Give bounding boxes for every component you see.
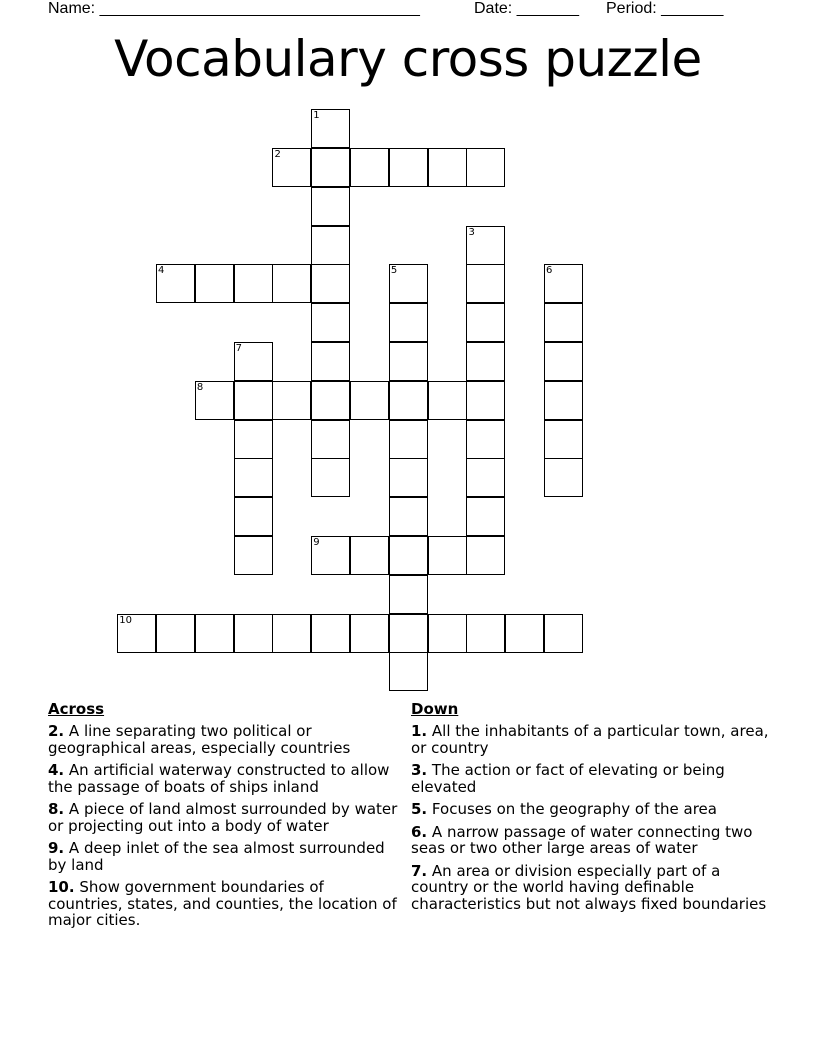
clue-text: Focuses on the geography of the area	[431, 800, 717, 818]
grid-cell[interactable]	[195, 614, 234, 653]
grid-cell[interactable]	[389, 614, 428, 653]
clue-text: A line separating two political or geographical areas, especially countries	[48, 722, 351, 757]
grid-cell[interactable]	[389, 303, 428, 342]
grid-cell[interactable]	[389, 458, 428, 497]
down-heading: Down	[411, 700, 459, 718]
grid-cell[interactable]	[156, 614, 195, 653]
down-clue	[411, 762, 771, 795]
grid-cell[interactable]	[389, 342, 428, 381]
down-clues	[411, 700, 771, 918]
grid-cell[interactable]	[428, 381, 467, 420]
clue-number: 6	[546, 265, 553, 277]
grid-cell[interactable]	[466, 303, 505, 342]
clue-text: Show government boundaries of countries, states, and counties, the location of major cities.	[48, 878, 397, 929]
across-clue	[48, 801, 403, 834]
grid-cell[interactable]	[311, 109, 350, 148]
grid-cell[interactable]	[389, 381, 428, 420]
grid-cell[interactable]	[505, 614, 544, 653]
grid-cell[interactable]	[311, 458, 350, 497]
grid-cell[interactable]	[234, 536, 273, 575]
clue-number-label: 5.	[411, 800, 428, 818]
down-clue	[411, 824, 771, 857]
clue-number: 8	[196, 381, 204, 393]
across-heading: Across	[48, 700, 105, 718]
grid-cell[interactable]	[311, 187, 350, 226]
clue-number: 3	[468, 226, 475, 238]
grid-cell[interactable]	[350, 381, 389, 420]
clue-number-label: 10.	[48, 878, 75, 896]
grid-cell[interactable]	[195, 381, 234, 420]
grid-cell[interactable]	[544, 381, 583, 420]
clue-text: A piece of land almost surrounded by water or projecting out into a body of water	[48, 800, 398, 835]
grid-cell[interactable]	[234, 342, 273, 381]
clue-text: A narrow passage of water connecting two seas or two other large areas of water	[411, 822, 753, 857]
grid-cell[interactable]	[466, 536, 505, 575]
grid-cell[interactable]	[311, 614, 350, 653]
grid-cell[interactable]	[350, 148, 389, 187]
across-clue	[48, 840, 403, 873]
clue-number-label: 8.	[48, 800, 65, 818]
clue-number: 4	[158, 265, 165, 277]
grid-cell[interactable]	[389, 536, 428, 575]
down-clue	[411, 801, 771, 818]
grid-cell[interactable]	[311, 264, 350, 303]
clue-number: 9	[313, 537, 320, 549]
grid-cell[interactable]	[311, 420, 350, 459]
clue-text: An artificial waterway constructed to allow the passage of boats of ships inland	[48, 761, 390, 796]
page-title: Vocabulary cross puzzle	[114, 30, 702, 88]
clue-text: The action or fact of elevating or being elevated	[411, 761, 725, 796]
clue-number-label: 3.	[411, 761, 428, 779]
clue-number-label: 9.	[48, 839, 65, 857]
clue-text: All the inhabitants of a particular town, area, or country	[411, 722, 769, 757]
grid-cell[interactable]	[311, 536, 350, 575]
grid-cell[interactable]	[311, 303, 350, 342]
date-field[interactable]: Date: _______	[474, 0, 579, 17]
grid-cell[interactable]	[234, 420, 273, 459]
clue-text: An area or division especially part of a country or the world having definable characteristics but not always fixed boundaries	[411, 861, 767, 913]
clue-number: 10	[119, 614, 132, 626]
across-clue	[48, 723, 403, 756]
grid-cell[interactable]	[272, 148, 311, 187]
clue-number: 1	[313, 110, 320, 122]
grid-cell[interactable]	[544, 303, 583, 342]
grid-cell[interactable]	[350, 614, 389, 653]
grid-cell[interactable]	[544, 420, 583, 459]
grid-cell[interactable]	[311, 148, 350, 187]
grid-cell[interactable]	[350, 536, 389, 575]
across-clue	[48, 762, 403, 795]
grid-cell[interactable]	[272, 614, 311, 653]
period-field[interactable]: Period: _______	[606, 0, 724, 17]
down-clue	[411, 723, 771, 756]
grid-cell[interactable]	[389, 264, 428, 303]
grid-cell[interactable]	[311, 381, 350, 420]
grid-cell[interactable]	[428, 536, 467, 575]
grid-cell[interactable]	[234, 497, 273, 536]
grid-cell[interactable]	[466, 497, 505, 536]
grid-cell[interactable]	[117, 614, 156, 653]
clue-number-label: 7.	[411, 861, 428, 880]
across-clues	[48, 700, 403, 935]
grid-cell[interactable]	[544, 458, 583, 497]
grid-cell[interactable]	[466, 458, 505, 497]
grid-cell[interactable]	[428, 148, 467, 187]
clue-number: 2	[274, 149, 281, 161]
grid-cell[interactable]	[389, 652, 428, 691]
grid-cell[interactable]	[234, 264, 273, 303]
grid-cell[interactable]	[195, 264, 234, 303]
grid-cell[interactable]	[311, 342, 350, 381]
grid-cell[interactable]	[466, 226, 505, 265]
grid-cell[interactable]	[389, 420, 428, 459]
down-clue	[411, 863, 771, 913]
grid-cell[interactable]	[466, 381, 505, 420]
clue-number: 5	[390, 265, 398, 277]
grid-cell[interactable]	[466, 342, 505, 381]
across-clue	[48, 879, 403, 929]
grid-cell[interactable]	[234, 458, 273, 497]
grid-cell[interactable]	[466, 264, 505, 303]
grid-cell[interactable]	[466, 148, 505, 187]
clue-number-label: 4.	[48, 761, 65, 779]
grid-cell[interactable]	[466, 420, 505, 459]
grid-cell[interactable]	[311, 226, 350, 265]
grid-cell[interactable]	[234, 614, 273, 653]
grid-cell[interactable]	[272, 264, 311, 303]
grid-cell[interactable]	[466, 614, 505, 653]
grid-cell[interactable]	[544, 342, 583, 381]
grid-cell[interactable]	[428, 614, 467, 653]
clue-number: 7	[235, 343, 243, 355]
clue-number-label: 1.	[411, 722, 428, 740]
grid-cell[interactable]	[234, 381, 273, 420]
clue-number-label: 2.	[48, 722, 65, 740]
grid-cell[interactable]	[544, 614, 583, 653]
grid-cell[interactable]	[389, 497, 428, 536]
grid-cell[interactable]	[156, 264, 195, 303]
clue-number-label: 6.	[411, 822, 428, 841]
clue-text: A deep inlet of the sea almost surrounded by land	[48, 839, 385, 874]
grid-cell[interactable]	[389, 575, 428, 614]
grid-cell[interactable]	[272, 381, 311, 420]
name-field[interactable]: Name: ____________________________________	[48, 0, 420, 17]
grid-cell[interactable]	[389, 148, 428, 187]
grid-cell[interactable]	[544, 264, 583, 303]
